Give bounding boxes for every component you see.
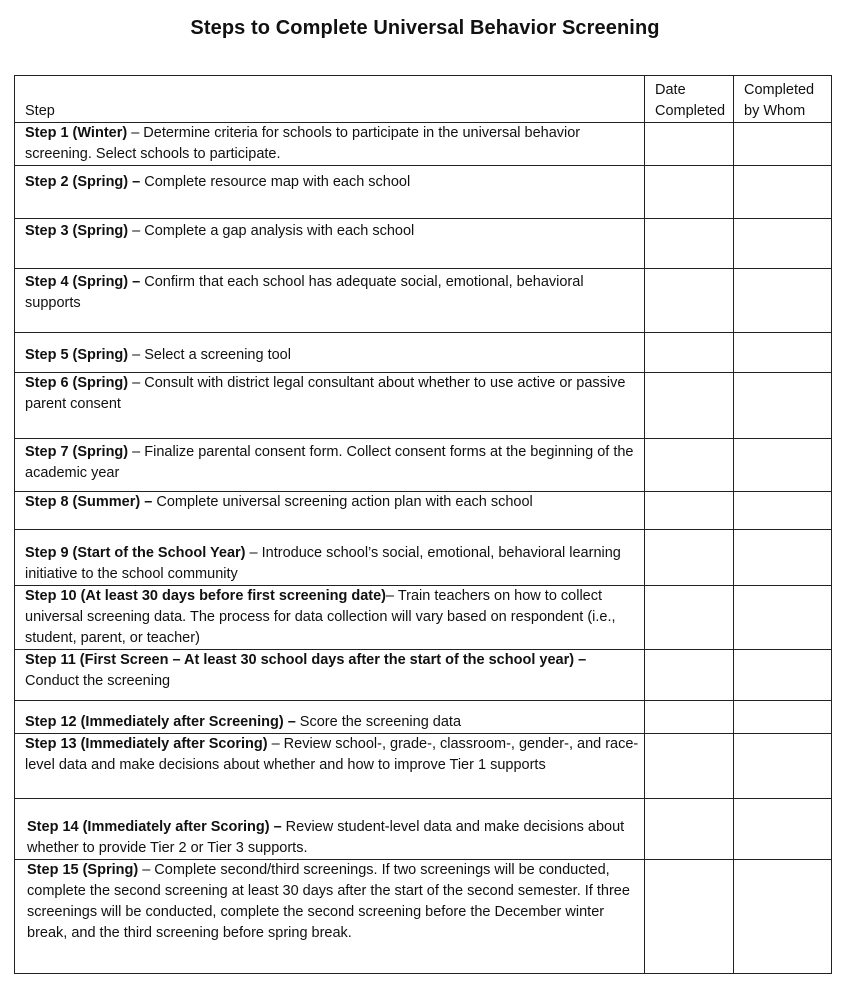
step-text: Complete universal screening action plan with each school [152,494,533,510]
step-cell [15,373,645,439]
table-row [15,492,832,530]
table-row [15,734,832,799]
step-text: – Introduce school’s social, emotional, behavioral learning initiative to the school community [25,545,621,582]
date-completed-cell[interactable] [645,650,734,701]
completed-by-cell[interactable] [734,123,832,166]
step-cell [15,586,645,650]
table-row [15,439,832,492]
table-row [15,530,832,586]
completed-by-cell[interactable] [734,492,832,530]
step-label: Step 3 (Spring) [25,223,129,239]
header-completed-by: Completed by Whom [734,76,832,123]
table-row [15,701,832,734]
table-row [15,799,832,860]
step-label: Step 12 (Immediately after Screening) – [25,714,296,730]
step-cell [15,799,645,860]
step-label: Step 13 (Immediately after Scoring) [25,736,268,752]
completed-by-cell[interactable] [734,439,832,492]
step-label: Step 10 (At least 30 days before first screening date) [25,588,387,604]
completed-by-cell[interactable] [734,530,832,586]
step-text: – Consult with district legal consultant about whether to use active or passive parent consent [25,375,626,412]
step-label: Step 14 (Immediately after Scoring) – [27,819,282,835]
date-completed-cell[interactable] [645,269,734,333]
step-cell [15,650,645,701]
step-label: Step 11 (First Screen – At least 30 school days after the start of the school year) – [25,652,587,668]
completed-by-cell[interactable] [734,586,832,650]
date-completed-cell[interactable] [645,123,734,166]
header-step: Step [15,76,645,123]
step-label: Step 2 (Spring) – [25,174,141,190]
step-text: – Finalize parental consent form. Collect consent forms at the beginning of the academic year [25,444,634,481]
table-row [15,860,832,974]
date-completed-cell[interactable] [645,373,734,439]
step-text: – Review school-, grade-, classroom-, gender-, and race- level data and make decisions about whether and how to improve Tier 1 supports [25,736,639,773]
step-cell [15,333,645,373]
completed-by-cell[interactable] [734,799,832,860]
step-label: Step 15 (Spring) [27,862,139,878]
completed-by-cell[interactable] [734,219,832,269]
date-completed-cell[interactable] [645,166,734,219]
table-row [15,373,832,439]
page-title: Steps to Complete Universal Behavior Screening [190,17,660,39]
steps-table [14,75,832,974]
date-completed-cell[interactable] [645,333,734,373]
date-completed-cell[interactable] [645,219,734,269]
step-cell [15,530,645,586]
table-row [15,650,832,701]
table-row [15,269,832,333]
table-row [15,333,832,373]
date-completed-cell[interactable] [645,586,734,650]
step-text: Complete resource map with each school [140,174,411,190]
completed-by-cell[interactable] [734,269,832,333]
step-cell [15,492,645,530]
step-cell [15,734,645,799]
header-row [15,76,832,123]
completed-by-cell[interactable] [734,333,832,373]
step-cell [15,219,645,269]
date-completed-cell[interactable] [645,701,734,734]
table-row [15,219,832,269]
date-completed-cell[interactable] [645,799,734,860]
step-text: – Complete a gap analysis with each school [128,223,415,239]
step-text: Review student-level data and make decisions about whether to provide Tier 2 or Tier 3 supports. [27,819,625,856]
completed-by-cell[interactable] [734,701,832,734]
date-completed-cell[interactable] [645,439,734,492]
step-cell [15,860,645,974]
step-text: – Select a screening tool [128,347,291,363]
step-text: – Determine criteria for schools to participate in the universal behavior screening. Select schools to participate. [25,125,581,162]
step-cell [15,269,645,333]
completed-by-cell[interactable] [734,860,832,974]
step-label: Step 5 (Spring) [25,347,129,363]
step-text: – Train teachers on how to collect universal screening data. The process for data collection will vary based on respondent (i.e., student, parent, or teacher) [25,588,616,646]
table-row [15,166,832,219]
step-cell [15,123,645,166]
step-cell [15,701,645,734]
header-date-completed: Date Completed [645,76,734,123]
step-text: Conduct the screening [25,673,171,689]
step-label: Step 4 (Spring) – [25,274,141,290]
step-cell [15,166,645,219]
step-text: Confirm that each school has adequate social, emotional, behavioral supports [25,274,584,311]
date-completed-cell[interactable] [645,734,734,799]
table-row [15,123,832,166]
step-label: Step 7 (Spring) [25,444,129,460]
step-label: Step 9 (Start of the School Year) [25,545,246,561]
step-label: Step 8 (Summer) – [25,494,153,510]
date-completed-cell[interactable] [645,530,734,586]
step-label: Step 6 (Spring) [25,375,129,391]
date-completed-cell[interactable] [645,860,734,974]
completed-by-cell[interactable] [734,373,832,439]
table-row [15,586,832,650]
completed-by-cell[interactable] [734,734,832,799]
completed-by-cell[interactable] [734,166,832,219]
step-cell [15,439,645,492]
step-label: Step 1 (Winter) [25,125,128,141]
step-text: Score the screening data [295,714,462,730]
completed-by-cell[interactable] [734,650,832,701]
step-text: – Complete second/third screenings. If two screenings will be conducted, complete the second screening at least 30 days after the start of the second semester. If three screenings will be conducted, complete the second screening before the December winter break, and the third screening before spring break. [27,862,630,941]
date-completed-cell[interactable] [645,492,734,530]
